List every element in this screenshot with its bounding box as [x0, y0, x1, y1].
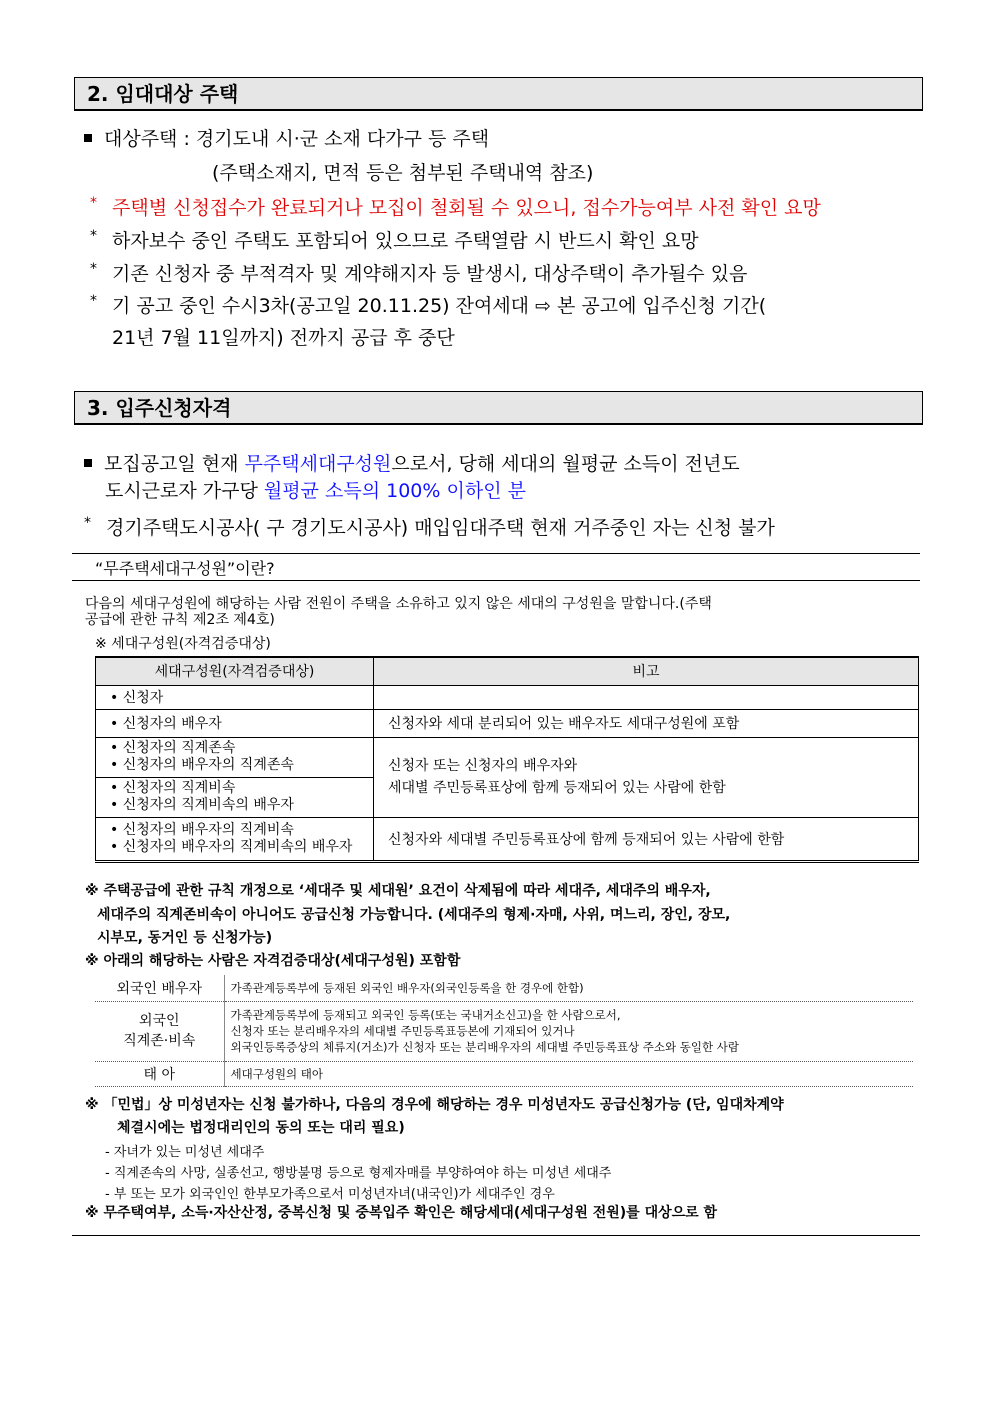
- rule-change-text: 시부모, 동거인 등 신청가능): [97, 930, 273, 946]
- minor-note: 체결시에는 법정대리인의 동의 또는 대리 필요): [117, 1120, 405, 1136]
- note-item: * 하자보수 중인 주택도 포함되어 있으므로 주택열람 시 반드시 확인 요망: [90, 228, 699, 252]
- note-item: * 주택별 신청접수가 완료되거나 모집이 철회될 수 있으니, 접수가능여부 사전 확인 요망: [90, 195, 821, 219]
- note-item: * 기존 신청자 중 부적격자 및 계약해지자 등 발생시, 대상주택이 추가될수 있음: [90, 261, 748, 285]
- minor-item: - 부 또는 모가 외국인인 한부모가족으로서 미성년자녀(내국인)가 세대주인 경우: [105, 1187, 555, 1202]
- extra-title: ※ 아래의 해당하는 사람은 자격검증대상(세대구성원) 포함함: [85, 953, 461, 969]
- table-header: 세대구성원(자격검증대상): [96, 657, 374, 685]
- exclusion-note: * 경기주택도시공사( 구 경기도시공사) 매입임대주택 현재 거주중인 자는 신청 불가: [84, 515, 775, 539]
- members-title: ※ 세대구성원(자격검증대상): [95, 636, 271, 652]
- table-row: 태 아 세대구성원의 태아: [95, 1061, 913, 1086]
- eligibility-line-1: 모집공고일 현재 무주택세대구성원으로서, 당해 세대의 월평균 소득이 전년도: [84, 449, 922, 476]
- definition-title: “무주택세대구성원”이란?: [95, 559, 275, 578]
- square-bullet-icon: [84, 134, 92, 142]
- definition-text: 공급에 관한 규칙 제2조 제4호): [85, 612, 275, 628]
- extra-members-table: [95, 975, 913, 1087]
- note-item-continued: 21년 7월 11일까지) 전까지 공급 후 중단: [112, 327, 455, 349]
- note-item: * 기 공고 중인 수시3차(공고일 20.11.25) 잔여세대 ⇨ 본 공고에 입주신청 기간(: [90, 293, 767, 317]
- section-heading-rental-housing: 2. 임대대상 주택: [74, 77, 923, 111]
- table-header: 비고: [374, 657, 919, 685]
- table-row: • 신청자: [96, 685, 919, 709]
- divider: [72, 1235, 920, 1236]
- rule-change-text: ※ 주택공급에 관한 규칙 개정으로 ‘세대주 및 세대원’ 요건이 삭제됨에 따라 세대주, 세대주의 배우자,: [85, 883, 711, 899]
- divider: [72, 553, 920, 554]
- minor-note: ※ 「민법」상 미성년자는 신청 불가하나, 다음의 경우에 해당하는 경우 미성년자도 공급신청가능 (단, 임대차계약: [85, 1097, 784, 1113]
- members-table: [95, 656, 919, 863]
- table-row: 외국인 직계존·비속 가족관계등록부에 등재되고 외국인 등록(또는 국내거소신고)을 한 사람으로서, 신청자 또는 분리배우자의 세대별 주민등록표등본에 기재되어 있거나 외국인등록증상의 체류지(거소)가 신청자 또는 분리배우자의 세대별 주민등록표상 주소와 동일한 사람: [95, 1001, 913, 1061]
- rule-change-text: 세대주의 직계존비속이 아니어도 공급신청 가능합니다. (세대주의 형제·자매, 사위, 며느리, 장인, 장모,: [97, 907, 731, 923]
- target-housing-line: 대상주택 : 경기도내 시·군 소재 다가구 등 주택: [84, 124, 489, 151]
- target-housing-sub: (주택소재지, 면적 등은 첨부된 주택내역 참조): [212, 162, 594, 184]
- definition-text: 다음의 세대구성원에 해당하는 사람 전원이 주택을 소유하고 있지 않은 세대의 구성원을 말합니다.(주택: [85, 596, 712, 612]
- table-row: • 신청자의 직계비속 • 신청자의 직계비속의 배우자: [96, 777, 919, 817]
- eligibility-line-2: 도시근로자 가구당 월평균 소득의 100% 이하인 분: [105, 480, 526, 502]
- table-row: 외국인 배우자 가족관계등록부에 등재된 외국인 배우자(외국인등록을 한 경우에 한함): [95, 975, 913, 1001]
- section-heading-eligibility: 3. 입주신청자격: [74, 391, 923, 425]
- final-note: ※ 무주택여부, 소득·자산산정, 중복신청 및 중복입주 확인은 해당세대(세대구성원 전원)를 대상으로 함: [85, 1205, 718, 1221]
- minor-item: - 직계존속의 사망, 실종선고, 행방불명 등으로 형제자매를 부양하여야 하는 미성년 세대주: [105, 1166, 612, 1181]
- minor-item: - 자녀가 있는 미성년 세대주: [105, 1145, 265, 1160]
- table-row: • 신청자의 직계존속 • 신청자의 배우자의 직계존속 신청자 또는 신청자의 배우자와 세대별 주민등록표상에 함께 등재되어 있는 사람에 한함: [96, 737, 919, 777]
- square-bullet-icon: [84, 459, 92, 467]
- table-row: • 신청자의 배우자 신청자와 세대 분리되어 있는 배우자도 세대구성원에 포함: [96, 709, 919, 737]
- table-row: • 신청자의 배우자의 직계비속 • 신청자의 배우자의 직계비속의 배우자 신청자와 세대별 주민등록표상에 함께 등재되어 있는 사람에 한함: [96, 817, 919, 861]
- divider: [72, 580, 920, 581]
